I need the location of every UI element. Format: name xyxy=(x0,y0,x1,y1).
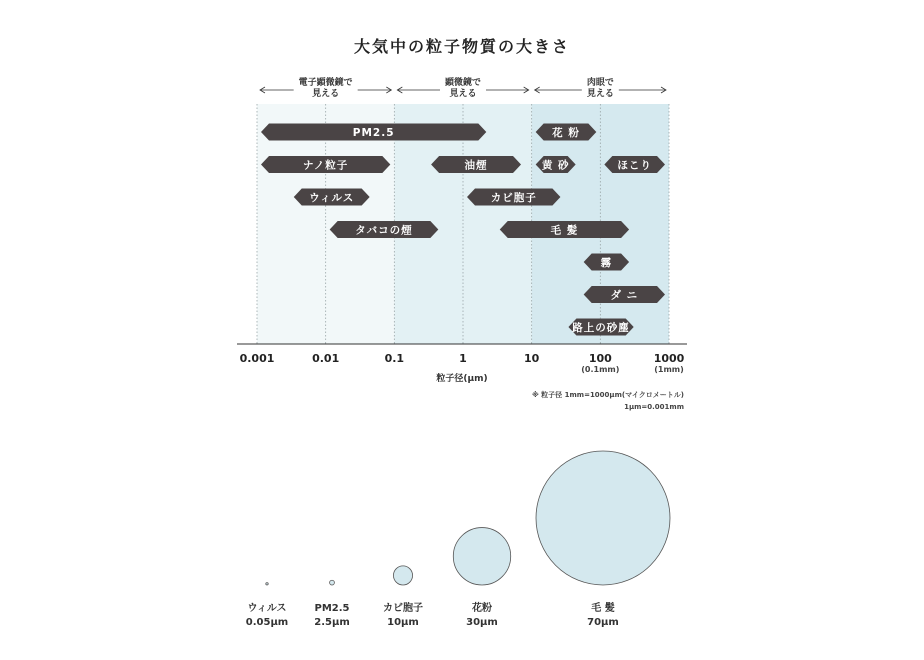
bar-label-9: 毛 髪 xyxy=(550,224,579,237)
tick-sub-6: (1mm) xyxy=(654,365,684,374)
circle-size-1: 2.5μm xyxy=(314,617,350,628)
circle-0 xyxy=(266,583,268,585)
tick-label-4: 10 xyxy=(524,352,540,365)
bar-label-7: カビ胞子 xyxy=(490,192,537,204)
tick-label-6: 1000 xyxy=(653,352,685,365)
circle-name-1: PM2.5 xyxy=(314,603,350,614)
note-line-0: ※ 粒子径 1mm=1000μm(マイクロメートル) xyxy=(531,391,684,399)
bar-label-11: ダ ニ xyxy=(610,289,639,302)
circle-1 xyxy=(330,580,335,585)
circle-name-0: ウィルス xyxy=(247,603,287,614)
note-line-1: 1μm=0.001mm xyxy=(624,403,684,411)
tick-label-5: 100 xyxy=(588,352,612,365)
circle-2 xyxy=(393,566,412,585)
range-label-1-1: 見える xyxy=(449,89,477,99)
circle-3 xyxy=(453,528,510,585)
circle-4 xyxy=(536,451,670,585)
bar-label-3: 油煙 xyxy=(464,159,488,172)
bar-label-8: タバコの煙 xyxy=(355,224,413,237)
chart-title: 大気中の粒子物質の大きさ xyxy=(353,37,571,56)
bar-label-2: ナノ粒子 xyxy=(303,159,349,172)
bar-label-6: ウィルス xyxy=(309,192,355,204)
circle-size-2: 10μm xyxy=(387,617,419,628)
x-axis xyxy=(237,344,687,374)
bar-label-12: 路上の砂塵 xyxy=(572,322,630,334)
bar-label-4: 黄 砂 xyxy=(541,159,570,172)
unit-note xyxy=(532,390,684,411)
circle-name-3: 花粉 xyxy=(472,603,492,614)
circle-name-2: カビ胞子 xyxy=(383,603,423,614)
circle-name-4: 毛 髪 xyxy=(591,603,615,614)
range-label-0-1: 見える xyxy=(312,89,340,99)
size-comparison-circles xyxy=(246,451,670,628)
bar-label-0: PM2.5 xyxy=(352,127,395,139)
visibility-range-labels xyxy=(260,76,666,99)
x-axis-title: 粒子径(μm) xyxy=(436,374,488,384)
circle-size-4: 70μm xyxy=(587,617,619,628)
circle-size-0: 0.05μm xyxy=(245,617,289,628)
bar-label-10: 霧 xyxy=(600,257,613,269)
bar-label-5: ほこり xyxy=(617,159,652,172)
tick-label-1: 0.01 xyxy=(312,352,340,365)
tick-label-3: 1 xyxy=(459,352,467,365)
tick-label-0: 0.001 xyxy=(239,352,275,365)
range-label-1-0: 顕微鏡で xyxy=(444,78,482,88)
bar-label-1: 花 粉 xyxy=(552,127,580,139)
circle-size-3: 30μm xyxy=(466,617,498,628)
tick-label-2: 0.1 xyxy=(384,352,405,365)
range-label-2-0: 肉眼で xyxy=(586,78,614,88)
range-label-2-1: 見える xyxy=(586,89,614,99)
tick-sub-5: (0.1mm) xyxy=(581,365,620,374)
range-label-0-0: 電子顕微鏡で xyxy=(298,78,353,88)
